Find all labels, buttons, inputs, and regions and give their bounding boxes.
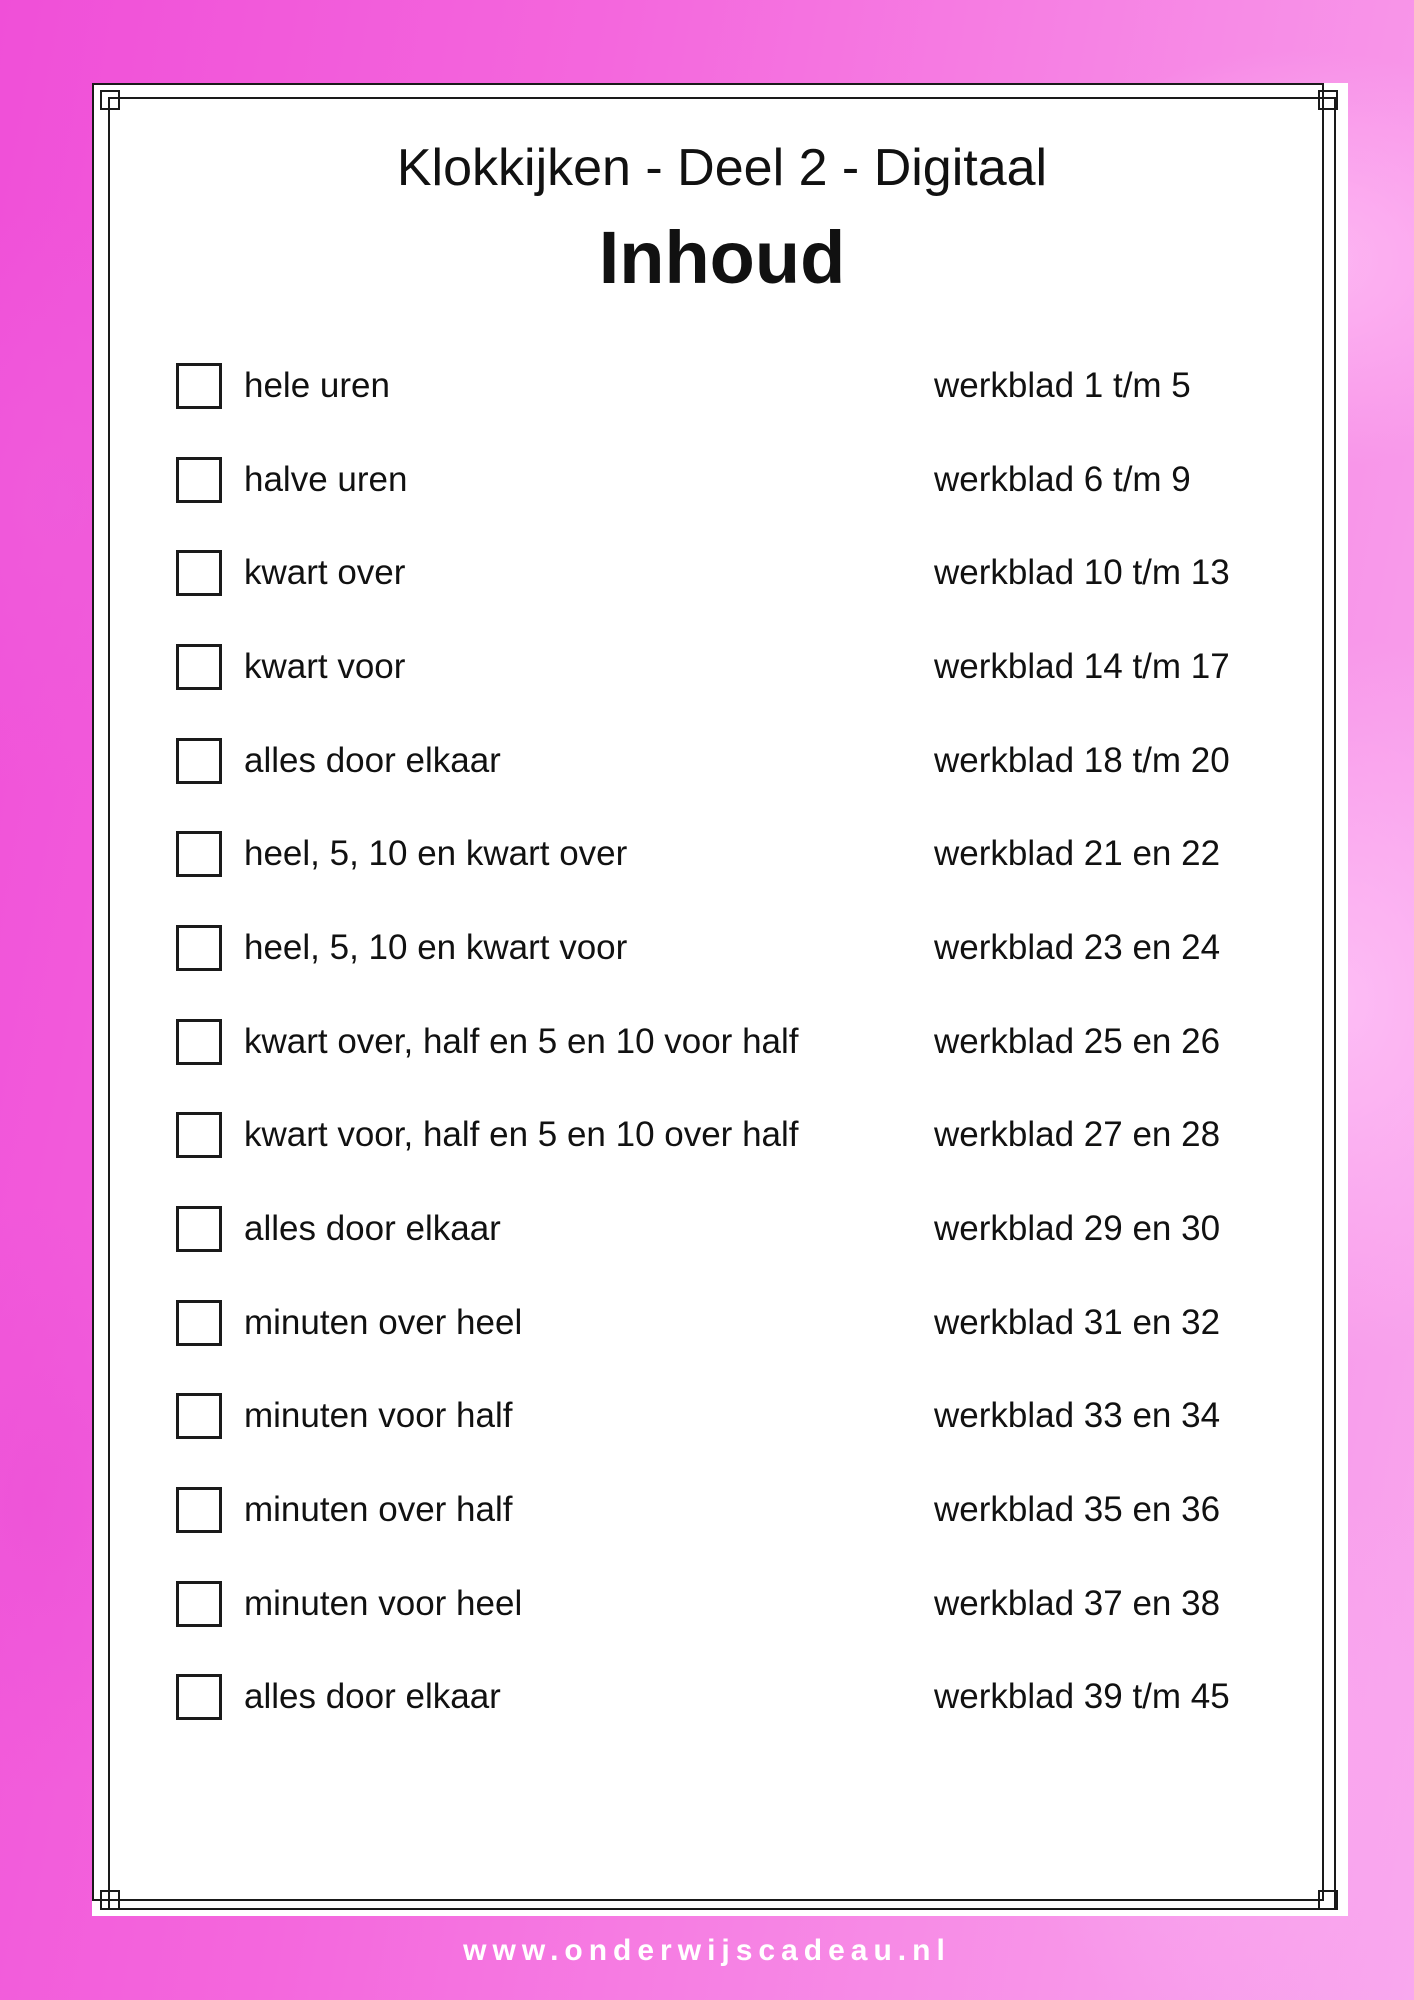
toc-topic: kwart over, half en 5 en 10 voor half <box>244 1021 799 1061</box>
toc-topic: heel, 5, 10 en kwart over <box>244 834 628 874</box>
toc-topic: hele uren <box>244 365 390 405</box>
checkbox[interactable] <box>176 1393 222 1439</box>
toc-row <box>176 1182 1276 1276</box>
toc-row <box>176 807 1276 901</box>
checkbox[interactable] <box>176 363 222 409</box>
toc-sheets: werkblad 37 en 38 <box>934 1583 1221 1623</box>
toc-topic: heel, 5, 10 en kwart voor <box>244 927 628 967</box>
checkbox[interactable] <box>176 1581 222 1627</box>
toc-sheets: werkblad 31 en 32 <box>934 1302 1221 1342</box>
checkbox[interactable] <box>176 831 222 877</box>
toc-sheets: werkblad 25 en 26 <box>934 1021 1221 1061</box>
toc-sheets: werkblad 23 en 24 <box>934 927 1221 967</box>
toc-row <box>176 1463 1276 1557</box>
toc-row <box>176 995 1276 1089</box>
toc-sheets: werkblad 6 t/m 9 <box>934 459 1191 499</box>
toc-row <box>176 1651 1276 1745</box>
toc-sheets: werkblad 39 t/m 45 <box>934 1677 1230 1717</box>
checkbox[interactable] <box>176 644 222 690</box>
toc-topic: alles door elkaar <box>244 1209 501 1249</box>
toc-topic: halve uren <box>244 459 408 499</box>
checkbox[interactable] <box>176 1300 222 1346</box>
toc-topic: minuten voor heel <box>244 1583 523 1623</box>
checkbox[interactable] <box>176 738 222 784</box>
toc-sheets: werkblad 27 en 28 <box>934 1115 1221 1155</box>
toc-row <box>176 526 1276 620</box>
toc-sheets: werkblad 18 t/m 20 <box>934 740 1230 780</box>
corner-ornament-top-right <box>1318 90 1338 110</box>
checkbox[interactable] <box>176 1487 222 1533</box>
toc-topic: minuten voor half <box>244 1396 513 1436</box>
toc-sheets: werkblad 29 en 30 <box>934 1209 1221 1249</box>
checkbox[interactable] <box>176 1674 222 1720</box>
corner-ornament-bottom-right <box>1318 1890 1338 1910</box>
corner-ornament-top-left <box>100 90 120 110</box>
checkbox[interactable] <box>176 1112 222 1158</box>
toc-row <box>176 1089 1276 1183</box>
footer-website-url: www.onderwijscadeau.nl <box>463 1934 951 1967</box>
toc-topic: kwart over <box>244 553 406 593</box>
toc-row <box>176 620 1276 714</box>
toc-row <box>176 433 1276 527</box>
toc-sheets: werkblad 14 t/m 17 <box>934 646 1230 686</box>
toc-row <box>176 1557 1276 1651</box>
toc-topic: minuten over half <box>244 1490 513 1530</box>
toc-row <box>176 1370 1276 1464</box>
checkbox[interactable] <box>176 1019 222 1065</box>
toc-row <box>176 339 1276 433</box>
toc-topic: alles door elkaar <box>244 740 501 780</box>
toc-sheets: werkblad 33 en 34 <box>934 1396 1221 1436</box>
page-subtitle: Klokkijken - Deel 2 - Digitaal <box>396 139 1048 197</box>
toc-topic: alles door elkaar <box>244 1677 501 1717</box>
toc-sheets: werkblad 21 en 22 <box>934 834 1221 874</box>
toc-topic: kwart voor <box>244 646 406 686</box>
corner-ornament-bottom-left <box>100 1890 120 1910</box>
toc-sheets: werkblad 35 en 36 <box>934 1490 1221 1530</box>
toc-sheets: werkblad 10 t/m 13 <box>934 553 1230 593</box>
toc-row <box>176 901 1276 995</box>
checkbox[interactable] <box>176 550 222 596</box>
toc-topic: kwart voor, half en 5 en 10 over half <box>244 1115 799 1155</box>
checkbox[interactable] <box>176 925 222 971</box>
toc-topic: minuten over heel <box>244 1302 523 1342</box>
toc-row <box>176 1276 1276 1370</box>
toc-row <box>176 714 1276 808</box>
checkbox[interactable] <box>176 1206 222 1252</box>
checkbox[interactable] <box>176 457 222 503</box>
toc-sheets: werkblad 1 t/m 5 <box>934 365 1191 405</box>
table-of-contents <box>176 339 1276 1744</box>
page-title: Inhoud <box>598 216 846 299</box>
